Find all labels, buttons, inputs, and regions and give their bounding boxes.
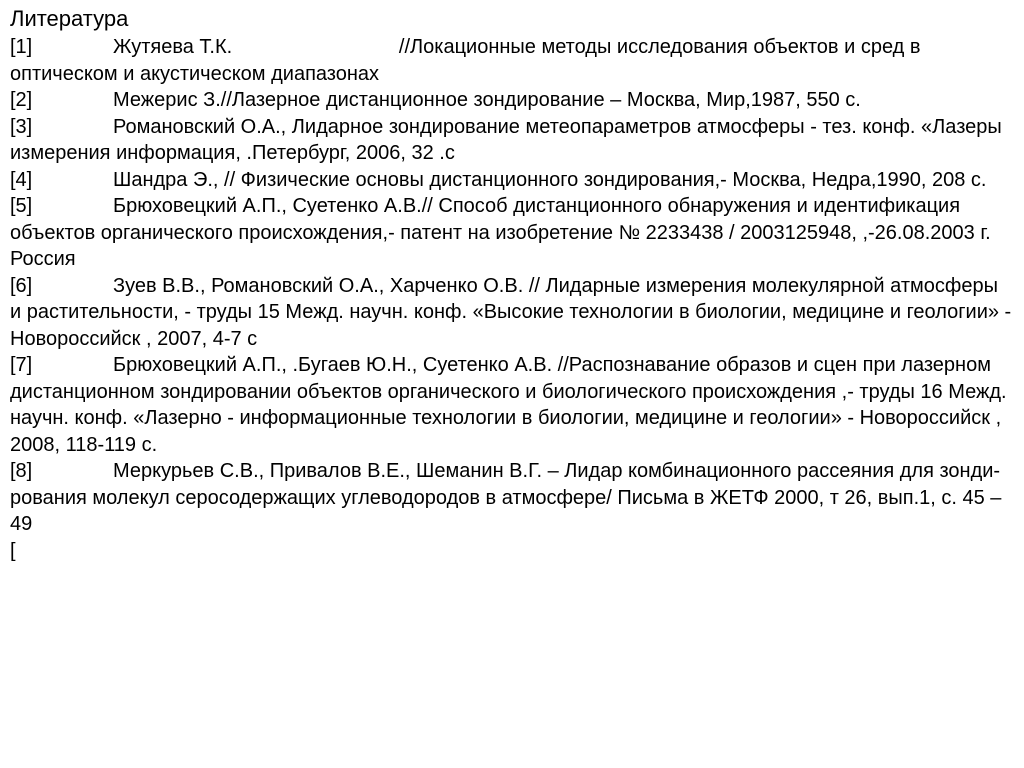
page-title: Литература (10, 6, 129, 31)
trailing-text: [ (10, 539, 16, 562)
references-page (10, 4, 1014, 564)
reference-number: [3] (10, 115, 33, 138)
reference-number: [5] (10, 195, 33, 217)
reference-text: Брюховецкий А.П., .Бугаев Ю.Н., Суетенко А.В. //Распознавание образов и сцен при лазерном дистанционном зондировании объектов органического и биологического происхождения ,- труды 16 Межд. научн. конф. «Лазерно - информационные технологии в биологии, медицине и геологии» - Новороссийск , 2008, 118-119 с. (10, 354, 1007, 456)
reference-item-3 (10, 114, 1014, 167)
reference-text: Зуев В.В., Романовский О.А., Харченко О.В. // Лидарные измерения молекулярной атмосферы и растительности, - труды 15 Межд. научн. конф. «Высокие технологии в биологии, медицине и геологии» - Новороссийск , 2007, 4-7 с (10, 274, 1012, 350)
reference-item-4 (10, 167, 1014, 194)
reference-number: [7] (10, 354, 33, 376)
reference-list (10, 34, 1014, 538)
reference-item-7 (10, 352, 1014, 458)
reference-text: Шандра Э., // Физические основы дистанционного зондирования,- Москва, Недра,1990, 208 с. (113, 168, 987, 191)
reference-text: Брюховецкий А.П., Суетенко А.В.// Способ дистанционного обнаружения и идентификация объектов органического происхождения,- патент на изобретение № 2233438 / 2003125948, ,-26.08.2003 г. Россия (10, 195, 991, 270)
reference-number: [4] (10, 168, 33, 191)
reference-item-5 (10, 193, 1014, 273)
reference-item-8 (10, 458, 1014, 538)
reference-number: [1] (10, 36, 33, 58)
reference-number: [6] (10, 274, 33, 297)
reference-number: [2] (10, 89, 33, 111)
reference-text: Романовский О.А., Лидарное зондирование метеопараметров атмосферы - тез. конф. «Лазеры измерения информация, .Петербург, 2006, 32 .с (10, 115, 1002, 164)
reference-item-6 (10, 273, 1014, 353)
reference-item-2 (10, 87, 1014, 114)
reference-text: Межерис З.//Лазерное дистанционное зондирование – Москва, Мир,1987, 550 с. (113, 89, 861, 111)
reference-number: [8] (10, 460, 33, 482)
reference-text: Меркурьев С.В., Привалов В.Е., Шеманин В.Г. – Лидар комбинационного рассеяния для зонди-рования молекул серосодержащих углеводородов в атмосфере/ Письма в ЖЕТФ 2000, т 26, вып.1, с. 45 – 49 (10, 460, 1002, 535)
reference-item-1 (10, 34, 1014, 87)
reference-text: Жутяева Т.К. //Локационные методы исследования объектов и сред в оптическом и акустическом диапазонах (10, 36, 927, 85)
